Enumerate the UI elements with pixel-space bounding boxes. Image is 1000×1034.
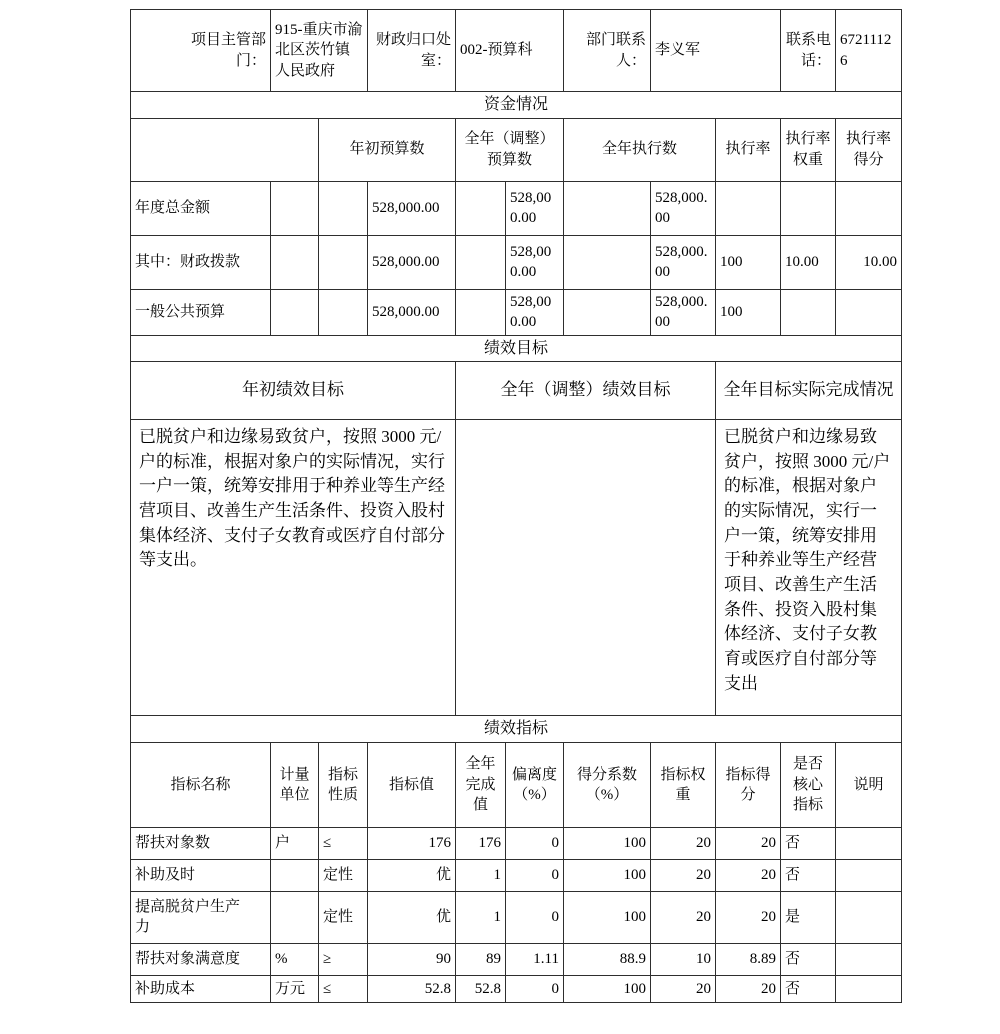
goals-actual-text: 已脱贫户和边缘易致贫户，按照 3000 元/户的标准，根据对象户的实际情况，实行一户一策，统筹安排用于种养业等生产经营项目、改善生产生活条件、投资入股村集体经济、支付子女教育或医疗自付部分等支出 <box>716 420 902 716</box>
indicators-section-title: 绩效指标 <box>131 716 902 743</box>
funds-initial-value: 528,000.00 <box>368 181 456 235</box>
indicator-name: 补助及时 <box>131 859 271 891</box>
indicator-score: 20 <box>716 827 781 859</box>
indicator-row <box>131 975 902 1002</box>
indicator-nature: ≥ <box>319 943 368 975</box>
indicator-row <box>131 827 902 859</box>
indicator-unit <box>271 891 319 943</box>
indicator-name: 帮扶对象满意度 <box>131 943 271 975</box>
indicator-unit: % <box>271 943 319 975</box>
empty-cell <box>456 235 506 289</box>
funds-row-public-budget <box>131 289 902 335</box>
funds-rate-score-value: 10.00 <box>836 235 902 289</box>
empty-cell <box>564 235 651 289</box>
indicator-unit: 万元 <box>271 975 319 1002</box>
indicator-core-flag: 否 <box>781 943 836 975</box>
funds-section-row <box>131 92 902 119</box>
goals-body-row <box>131 420 902 716</box>
indicator-note <box>836 943 902 975</box>
goals-initial-text: 已脱贫户和边缘易致贫户，按照 3000 元/户的标准，根据对象户的实际情况，实行一户一策，统筹安排用于种养业等生产经营项目、改善生产生活条件、投资入股村集体经济、支付子女教育或医疗自付部分等支出。 <box>131 420 456 716</box>
indicator-note <box>836 975 902 1002</box>
funds-rate-weight-value <box>781 289 836 335</box>
funds-rate-weight-value <box>781 181 836 235</box>
indicator-completion: 1 <box>456 891 506 943</box>
indicator-header-weight: 指标权重 <box>651 742 716 827</box>
phone-label: 联系电话： <box>781 10 836 92</box>
indicator-completion: 1 <box>456 859 506 891</box>
empty-cell <box>564 181 651 235</box>
funds-header-adjusted: 全年（调整）预算数 <box>456 118 564 181</box>
funds-rate-weight-value: 10.00 <box>781 235 836 289</box>
indicator-weight: 20 <box>651 827 716 859</box>
goals-header-adjusted: 全年（调整）绩效目标 <box>456 362 716 420</box>
indicator-core-flag: 否 <box>781 975 836 1002</box>
indicator-target: 176 <box>368 827 456 859</box>
indicator-note <box>836 859 902 891</box>
indicator-score: 20 <box>716 975 781 1002</box>
info-row <box>131 10 902 92</box>
funds-header-rate-score: 执行率得分 <box>836 118 902 181</box>
dept-value: 915-重庆市渝北区茨竹镇人民政府 <box>271 10 368 92</box>
funds-section-title: 资金情况 <box>131 92 902 119</box>
goals-section-title: 绩效目标 <box>131 335 902 362</box>
contact-label: 部门联系人： <box>564 10 651 92</box>
funds-header-executed: 全年执行数 <box>564 118 716 181</box>
office-value: 002-预算科 <box>456 10 564 92</box>
indicator-target: 优 <box>368 859 456 891</box>
indicators-header-row <box>131 742 902 827</box>
funds-rate-value: 100 <box>716 235 781 289</box>
indicator-nature: 定性 <box>319 891 368 943</box>
indicator-name: 帮扶对象数 <box>131 827 271 859</box>
indicator-core-flag: 是 <box>781 891 836 943</box>
indicator-coefficient: 88.9 <box>564 943 651 975</box>
indicator-completion: 89 <box>456 943 506 975</box>
indicator-header-note: 说明 <box>836 742 902 827</box>
funds-rate-score-value <box>836 289 902 335</box>
document-page <box>0 9 1000 1034</box>
indicator-completion: 176 <box>456 827 506 859</box>
indicator-header-completion: 全年完成值 <box>456 742 506 827</box>
indicator-deviation: 0 <box>506 891 564 943</box>
indicator-note <box>836 891 902 943</box>
empty-cell <box>271 235 319 289</box>
indicator-score: 8.89 <box>716 943 781 975</box>
indicator-core-flag: 否 <box>781 859 836 891</box>
office-label: 财政归口处室： <box>368 10 456 92</box>
indicator-coefficient: 100 <box>564 827 651 859</box>
empty-cell <box>319 235 368 289</box>
funds-initial-value: 528,000.00 <box>368 235 456 289</box>
indicator-unit <box>271 859 319 891</box>
indicator-row <box>131 943 902 975</box>
indicator-name: 提高脱贫户生产力 <box>131 891 271 943</box>
funds-adjusted-value: 528,000.00 <box>506 181 564 235</box>
indicator-header-core: 是否核心指标 <box>781 742 836 827</box>
indicator-weight: 20 <box>651 975 716 1002</box>
indicator-coefficient: 100 <box>564 859 651 891</box>
indicator-header-deviation: 偏离度（%） <box>506 742 564 827</box>
indicator-core-flag: 否 <box>781 827 836 859</box>
goals-section-row <box>131 335 902 362</box>
indicator-weight: 10 <box>651 943 716 975</box>
indicator-nature: ≤ <box>319 975 368 1002</box>
funds-row-label: 其中：财政拨款 <box>131 235 271 289</box>
indicator-header-name: 指标名称 <box>131 742 271 827</box>
indicator-header-nature: 指标性质 <box>319 742 368 827</box>
report-sheet <box>130 9 901 1003</box>
funds-row-fiscal <box>131 235 902 289</box>
funds-row-label: 年度总金额 <box>131 181 271 235</box>
funds-row-label: 一般公共预算 <box>131 289 271 335</box>
funds-rate-value <box>716 181 781 235</box>
indicator-score: 20 <box>716 859 781 891</box>
indicator-target: 90 <box>368 943 456 975</box>
funds-rate-value: 100 <box>716 289 781 335</box>
funds-row-total <box>131 181 902 235</box>
indicator-target: 优 <box>368 891 456 943</box>
funds-header-row <box>131 118 902 181</box>
funds-executed-value: 528,000.00 <box>651 181 716 235</box>
contact-value: 李义军 <box>651 10 781 92</box>
indicator-score: 20 <box>716 891 781 943</box>
empty-cell <box>271 181 319 235</box>
indicator-deviation: 0 <box>506 975 564 1002</box>
funds-header-rate: 执行率 <box>716 118 781 181</box>
dept-label: 项目主管部门： <box>131 10 271 92</box>
funds-executed-value: 528,000.00 <box>651 235 716 289</box>
indicator-deviation: 0 <box>506 827 564 859</box>
indicator-row <box>131 859 902 891</box>
goals-header-actual: 全年目标实际完成情况 <box>716 362 902 420</box>
indicator-header-unit: 计量单位 <box>271 742 319 827</box>
indicators-section-row <box>131 716 902 743</box>
indicator-nature: 定性 <box>319 859 368 891</box>
funds-initial-value: 528,000.00 <box>368 289 456 335</box>
empty-cell <box>564 289 651 335</box>
empty-cell <box>271 289 319 335</box>
indicator-coefficient: 100 <box>564 975 651 1002</box>
empty-cell <box>456 289 506 335</box>
empty-cell <box>319 181 368 235</box>
indicator-unit: 户 <box>271 827 319 859</box>
indicator-weight: 20 <box>651 859 716 891</box>
funds-executed-value: 528,000.00 <box>651 289 716 335</box>
funds-header-initial: 年初预算数 <box>319 118 456 181</box>
funds-adjusted-value: 528,000.00 <box>506 235 564 289</box>
indicator-deviation: 0 <box>506 859 564 891</box>
indicator-deviation: 1.11 <box>506 943 564 975</box>
funds-adjusted-value: 528,000.00 <box>506 289 564 335</box>
indicator-coefficient: 100 <box>564 891 651 943</box>
goals-header-row <box>131 362 902 420</box>
indicator-row <box>131 891 902 943</box>
indicator-nature: ≤ <box>319 827 368 859</box>
goals-header-initial: 年初绩效目标 <box>131 362 456 420</box>
funds-header-rate-weight: 执行率权重 <box>781 118 836 181</box>
indicator-completion: 52.8 <box>456 975 506 1002</box>
empty-cell <box>319 289 368 335</box>
indicator-note <box>836 827 902 859</box>
performance-report-table <box>130 9 902 1003</box>
indicator-weight: 20 <box>651 891 716 943</box>
empty-cell <box>456 181 506 235</box>
indicator-header-coefficient: 得分系数（%） <box>564 742 651 827</box>
funds-header-empty-cell <box>131 118 319 181</box>
funds-rate-score-value <box>836 181 902 235</box>
indicator-target: 52.8 <box>368 975 456 1002</box>
indicator-header-score: 指标得分 <box>716 742 781 827</box>
indicator-name: 补助成本 <box>131 975 271 1002</box>
phone-value: 67211126 <box>836 10 902 92</box>
goals-adjusted-text <box>456 420 716 716</box>
indicator-header-target: 指标值 <box>368 742 456 827</box>
